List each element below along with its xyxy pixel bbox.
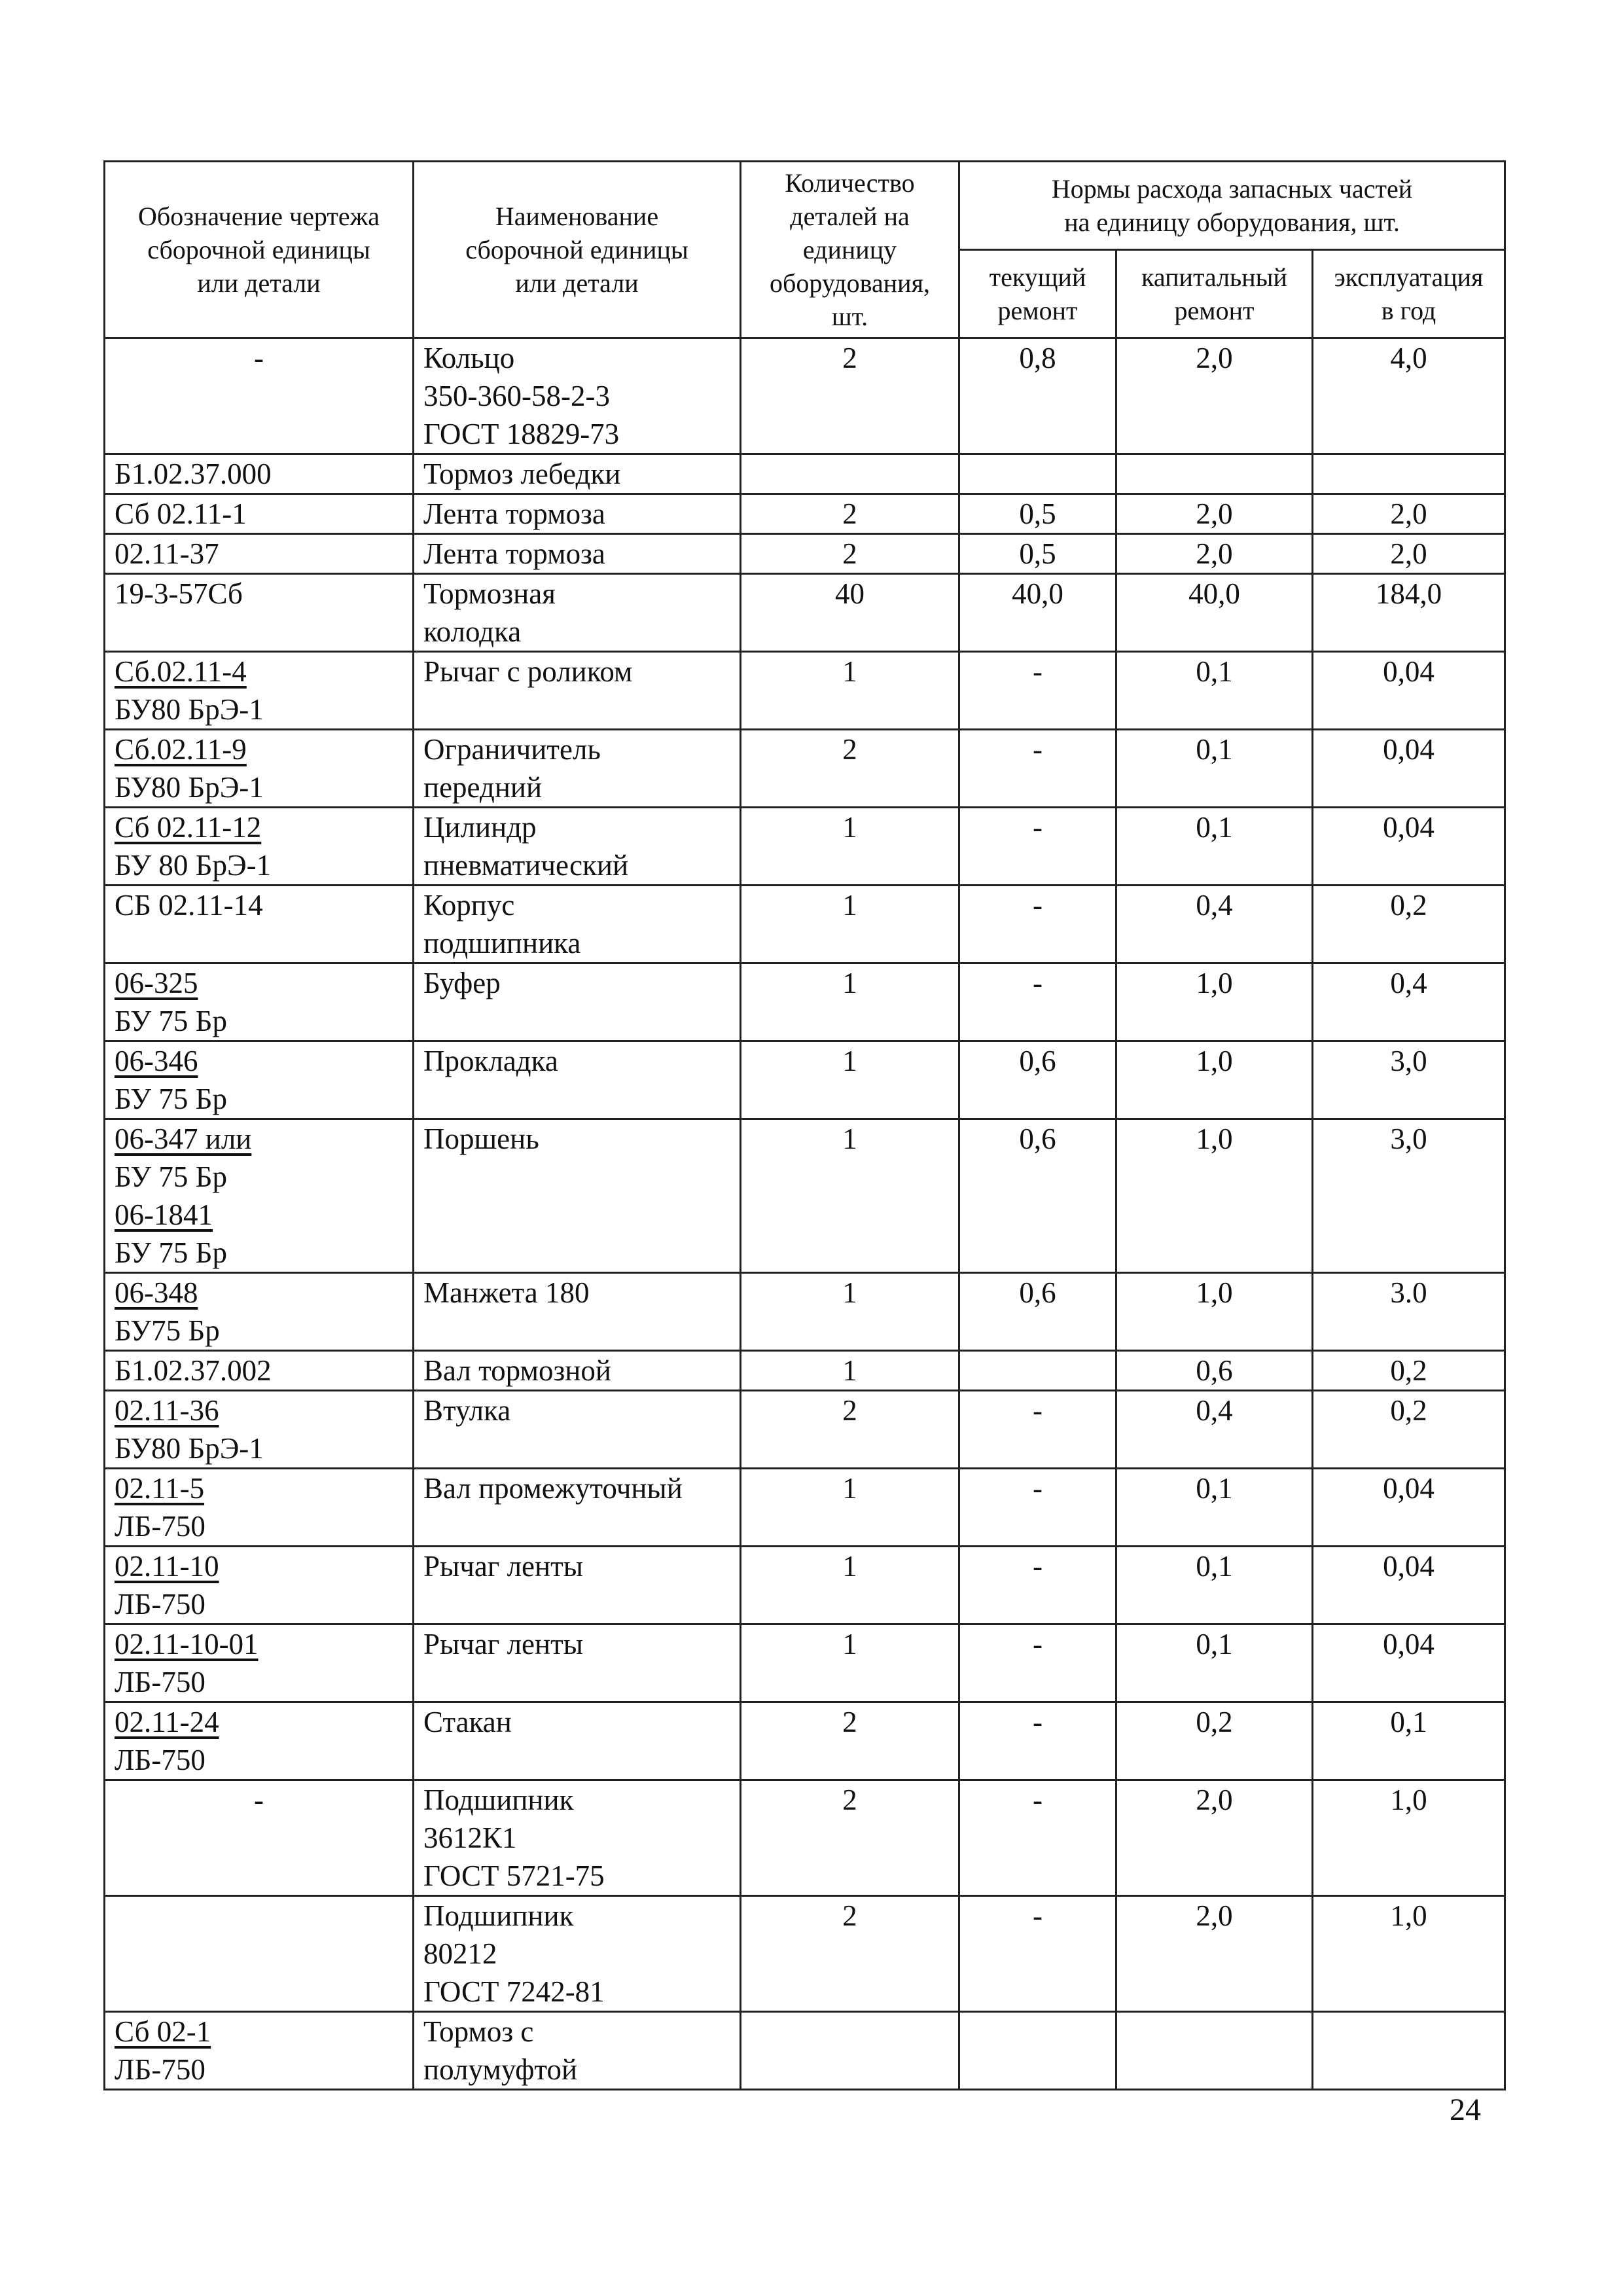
unit-name-line: ГОСТ 5721-75 [423, 1859, 605, 1892]
header-unit-name [414, 162, 741, 338]
cell-drawing-code [105, 1896, 414, 2012]
drawing-code-line: 02.11-10-01 [115, 1628, 259, 1660]
cell-quantity: 2 [741, 494, 959, 534]
drawing-code-line: БУ 75 Бр [115, 1236, 227, 1269]
cell-capital-repair: 0,1 [1116, 1624, 1313, 1702]
cell-unit-name [414, 1624, 741, 1702]
cell-annual-operation: 0,04 [1313, 730, 1505, 808]
cell-annual-operation: 0,04 [1313, 1547, 1505, 1624]
cell-drawing-code [105, 1624, 414, 1702]
table-row [105, 730, 1505, 808]
drawing-code-line: - [254, 342, 264, 374]
unit-name-line: Ограничитель [423, 733, 601, 766]
drawing-code-line: ЛБ-750 [115, 1510, 205, 1543]
header-current-repair [959, 250, 1116, 338]
cell-capital-repair: 2,0 [1116, 534, 1313, 574]
cell-capital-repair: 0,1 [1116, 1469, 1313, 1547]
cell-quantity: 1 [741, 652, 959, 730]
table-header [105, 162, 1505, 338]
drawing-code-line: СБ 02.11-14 [115, 889, 263, 922]
unit-name-line: Рычаг ленты [423, 1628, 583, 1660]
header-capital-repair [1116, 250, 1313, 338]
table-row [105, 1119, 1505, 1273]
unit-name-line: Рычаг ленты [423, 1550, 583, 1583]
cell-capital-repair [1116, 2012, 1313, 2090]
header-quantity-line: оборудования, [770, 268, 930, 298]
table-row [105, 534, 1505, 574]
cell-capital-repair: 2,0 [1116, 494, 1313, 534]
cell-annual-operation: 4,0 [1313, 338, 1505, 454]
header-drawing-code [105, 162, 414, 338]
cell-annual-operation: 3,0 [1313, 1041, 1505, 1119]
cell-annual-operation: 2,0 [1313, 494, 1505, 534]
cell-unit-name [414, 1702, 741, 1780]
drawing-code-line: ЛБ-750 [115, 1744, 205, 1776]
cell-current-repair: - [959, 1391, 1116, 1469]
cell-drawing-code [105, 1119, 414, 1273]
cell-annual-operation: 0,2 [1313, 886, 1505, 963]
cell-drawing-code [105, 1391, 414, 1469]
header-drawing-code-line: сборочной единицы [147, 235, 370, 264]
unit-name-line: Лента тормоза [423, 537, 605, 570]
cell-current-repair: 0,5 [959, 534, 1116, 574]
cell-drawing-code [105, 1702, 414, 1780]
cell-unit-name [414, 1351, 741, 1391]
header-quantity-line: единицу [802, 235, 897, 264]
cell-current-repair: 0,5 [959, 494, 1116, 534]
cell-drawing-code [105, 454, 414, 494]
cell-capital-repair: 0,2 [1116, 1702, 1313, 1780]
drawing-code-line: Сб 02.11-12 [115, 811, 262, 844]
cell-current-repair: - [959, 1624, 1116, 1702]
cell-drawing-code [105, 1351, 414, 1391]
drawing-code-line: 06-346 [115, 1045, 198, 1077]
cell-quantity: 1 [741, 1547, 959, 1624]
cell-capital-repair: 0,1 [1116, 652, 1313, 730]
cell-capital-repair: 1,0 [1116, 1041, 1313, 1119]
cell-unit-name [414, 338, 741, 454]
cell-annual-operation: 0,4 [1313, 963, 1505, 1041]
unit-name-line: Поршень [423, 1122, 539, 1155]
cell-drawing-code [105, 338, 414, 454]
drawing-code-line: БУ80 БрЭ-1 [115, 1432, 264, 1465]
unit-name-line: Стакан [423, 1706, 512, 1738]
cell-current-repair [959, 1351, 1116, 1391]
drawing-code-line: ЛБ-750 [115, 1666, 205, 1698]
unit-name-line: ГОСТ 7242-81 [423, 1975, 605, 2008]
header-unit-name-line: сборочной единицы [465, 235, 688, 264]
drawing-code-line: Б1.02.37.000 [115, 457, 272, 490]
header-drawing-code-line: Обозначение чертежа [137, 202, 380, 231]
cell-unit-name [414, 1273, 741, 1351]
cell-current-repair [959, 2012, 1116, 2090]
cell-annual-operation: 184,0 [1313, 574, 1505, 652]
unit-name-line: Кольцо [423, 342, 515, 374]
cell-quantity [741, 454, 959, 494]
drawing-code-line: БУ80 БрЭ-1 [115, 771, 264, 804]
cell-drawing-code [105, 730, 414, 808]
cell-quantity: 2 [741, 730, 959, 808]
cell-unit-name [414, 963, 741, 1041]
cell-unit-name [414, 1896, 741, 2012]
cell-unit-name [414, 1391, 741, 1469]
cell-capital-repair: 0,6 [1116, 1351, 1313, 1391]
unit-name-line: Тормоз лебедки [423, 457, 621, 490]
cell-drawing-code [105, 494, 414, 534]
cell-drawing-code [105, 652, 414, 730]
cell-annual-operation: 0,2 [1313, 1391, 1505, 1469]
table-row [105, 1273, 1505, 1351]
cell-current-repair: 0,8 [959, 338, 1116, 454]
cell-unit-name [414, 1780, 741, 1896]
cell-annual-operation: 0,04 [1313, 1469, 1505, 1547]
unit-name-line: Лента тормоза [423, 497, 605, 530]
unit-name-line: Подшипник [423, 1784, 574, 1816]
table-row [105, 1547, 1505, 1624]
cell-annual-operation: 0,04 [1313, 808, 1505, 886]
drawing-code-line: БУ 80 БрЭ-1 [115, 849, 272, 882]
cell-drawing-code [105, 574, 414, 652]
cell-current-repair: - [959, 652, 1116, 730]
drawing-code-line: 02.11-5 [115, 1472, 205, 1505]
cell-unit-name [414, 652, 741, 730]
header-annual-operation-line: эксплуатация [1334, 262, 1484, 292]
drawing-code-line: 06-325 [115, 967, 198, 999]
table-row [105, 1624, 1505, 1702]
cell-capital-repair: 40,0 [1116, 574, 1313, 652]
table-row [105, 574, 1505, 652]
cell-drawing-code [105, 1273, 414, 1351]
header-unit-name-line: или детали [515, 268, 639, 298]
unit-name-line: Манжета 180 [423, 1276, 590, 1309]
cell-drawing-code [105, 2012, 414, 2090]
table-row [105, 652, 1505, 730]
cell-quantity: 1 [741, 1351, 959, 1391]
header-quantity-line: шт. [831, 302, 868, 331]
cell-unit-name [414, 2012, 741, 2090]
header-quantity [741, 162, 959, 338]
table-row [105, 808, 1505, 886]
header-current-repair-line: ремонт [997, 296, 1078, 325]
drawing-code-line: ЛБ-750 [115, 1588, 205, 1621]
cell-annual-operation: 0,1 [1313, 1702, 1505, 1780]
cell-current-repair: - [959, 1547, 1116, 1624]
cell-drawing-code [105, 1780, 414, 1896]
cell-quantity: 1 [741, 1041, 959, 1119]
cell-quantity: 2 [741, 1780, 959, 1896]
cell-quantity: 1 [741, 963, 959, 1041]
cell-current-repair: 0,6 [959, 1273, 1116, 1351]
cell-quantity: 1 [741, 1273, 959, 1351]
drawing-code-line: ЛБ-750 [115, 2053, 205, 2086]
cell-capital-repair: 1,0 [1116, 1119, 1313, 1273]
drawing-code-line: Сб.02.11-9 [115, 733, 247, 766]
table-row [105, 1351, 1505, 1391]
cell-unit-name [414, 1469, 741, 1547]
cell-quantity: 2 [741, 1896, 959, 2012]
drawing-code-line: Сб 02-1 [115, 2015, 211, 2048]
cell-current-repair: - [959, 808, 1116, 886]
drawing-code-line: БУ 75 Бр [115, 1160, 227, 1193]
cell-drawing-code [105, 1041, 414, 1119]
drawing-code-line: 06-1841 [115, 1198, 213, 1231]
unit-name-line: передний [423, 771, 543, 804]
drawing-code-line: БУ 75 Бр [115, 1005, 227, 1037]
table-row [105, 1041, 1505, 1119]
unit-name-line: полумуфтой [423, 2053, 578, 2086]
drawing-code-line: 06-348 [115, 1276, 198, 1309]
drawing-code-line: Сб.02.11-4 [115, 655, 247, 688]
table-row [105, 1702, 1505, 1780]
drawing-code-line: Сб 02.11-1 [115, 497, 247, 530]
cell-drawing-code [105, 534, 414, 574]
cell-drawing-code [105, 1469, 414, 1547]
cell-quantity: 1 [741, 808, 959, 886]
cell-unit-name [414, 574, 741, 652]
unit-name-line: Тормоз с [423, 2015, 534, 2048]
cell-drawing-code [105, 886, 414, 963]
cell-unit-name [414, 1119, 741, 1273]
cell-annual-operation: 1,0 [1313, 1896, 1505, 2012]
cell-capital-repair: 2,0 [1116, 1780, 1313, 1896]
unit-name-line: 80212 [423, 1937, 497, 1970]
cell-unit-name [414, 494, 741, 534]
cell-drawing-code [105, 1547, 414, 1624]
table-row [105, 1780, 1505, 1896]
unit-name-line: Прокладка [423, 1045, 558, 1077]
cell-drawing-code [105, 963, 414, 1041]
cell-annual-operation [1313, 454, 1505, 494]
cell-current-repair: 0,6 [959, 1119, 1116, 1273]
cell-quantity: 2 [741, 338, 959, 454]
cell-quantity: 1 [741, 1119, 959, 1273]
drawing-code-line: 02.11-37 [115, 537, 219, 570]
cell-current-repair: - [959, 1780, 1116, 1896]
cell-capital-repair: 1,0 [1116, 1273, 1313, 1351]
cell-quantity: 2 [741, 1702, 959, 1780]
unit-name-line: Буфер [423, 967, 501, 999]
table-row [105, 1896, 1505, 2012]
spare-parts-table [103, 160, 1506, 2090]
unit-name-line: пневматический [423, 849, 629, 882]
table-row [105, 494, 1505, 534]
cell-current-repair: 0,6 [959, 1041, 1116, 1119]
header-drawing-code-line: или детали [197, 268, 321, 298]
drawing-code-line [115, 1897, 403, 1935]
cell-unit-name [414, 886, 741, 963]
cell-unit-name [414, 1547, 741, 1624]
cell-annual-operation: 3.0 [1313, 1273, 1505, 1351]
cell-quantity: 1 [741, 1469, 959, 1547]
cell-capital-repair: 0,4 [1116, 886, 1313, 963]
header-capital-repair-line: капитальный [1141, 262, 1287, 292]
unit-name-line: Подшипник [423, 1899, 574, 1932]
cell-current-repair: - [959, 1896, 1116, 2012]
table-row [105, 1469, 1505, 1547]
drawing-code-line: 19-3-57Сб [115, 577, 243, 610]
header-annual-operation [1313, 250, 1505, 338]
table-row [105, 886, 1505, 963]
cell-annual-operation: 0,2 [1313, 1351, 1505, 1391]
drawing-code-line: - [254, 1784, 264, 1816]
table-row [105, 338, 1505, 454]
unit-name-line: подшипника [423, 927, 581, 960]
cell-current-repair: 40,0 [959, 574, 1116, 652]
cell-quantity: 1 [741, 886, 959, 963]
unit-name-line: Вал промежуточный [423, 1472, 683, 1505]
header-quantity-line: деталей на [790, 202, 910, 231]
cell-capital-repair [1116, 454, 1313, 494]
drawing-code-line: 02.11-24 [115, 1706, 219, 1738]
cell-current-repair: - [959, 886, 1116, 963]
table-row [105, 963, 1505, 1041]
unit-name-line: колодка [423, 615, 522, 648]
table-row [105, 1391, 1505, 1469]
cell-unit-name [414, 730, 741, 808]
drawing-code-line: 02.11-36 [115, 1394, 219, 1427]
drawing-code-line: БУ75 Бр [115, 1314, 220, 1347]
cell-capital-repair: 0,1 [1116, 1547, 1313, 1624]
unit-name-line: Рычаг с роликом [423, 655, 633, 688]
cell-quantity [741, 2012, 959, 2090]
cell-drawing-code [105, 808, 414, 886]
header-consumption-norms-line: на единицу оборудования, шт. [1064, 207, 1400, 237]
cell-unit-name [414, 1041, 741, 1119]
header-consumption-norms-line: Нормы расхода запасных частей [1051, 174, 1413, 204]
cell-annual-operation: 2,0 [1313, 534, 1505, 574]
cell-unit-name [414, 454, 741, 494]
cell-unit-name [414, 808, 741, 886]
drawing-code-line: 02.11-10 [115, 1550, 219, 1583]
unit-name-line: ГОСТ 18829-73 [423, 418, 620, 450]
header-unit-name-line: Наименование [495, 202, 659, 231]
cell-current-repair: - [959, 730, 1116, 808]
cell-current-repair [959, 454, 1116, 494]
header-quantity-line: Количество [785, 168, 915, 198]
drawing-code-line: 06-347 или [115, 1122, 252, 1155]
cell-current-repair: - [959, 1702, 1116, 1780]
cell-quantity: 40 [741, 574, 959, 652]
unit-name-line: 3612К1 [423, 1821, 517, 1854]
header-current-repair-line: текущий [989, 262, 1086, 292]
cell-capital-repair: 0,1 [1116, 730, 1313, 808]
unit-name-line: 350-360-58-2-3 [423, 380, 610, 412]
drawing-code-line: Б1.02.37.002 [115, 1354, 272, 1387]
cell-quantity: 1 [741, 1624, 959, 1702]
cell-annual-operation: 0,04 [1313, 1624, 1505, 1702]
cell-annual-operation: 3,0 [1313, 1119, 1505, 1273]
cell-capital-repair: 2,0 [1116, 1896, 1313, 2012]
cell-capital-repair: 0,1 [1116, 808, 1313, 886]
cell-capital-repair: 0,4 [1116, 1391, 1313, 1469]
unit-name-line: Тормозная [423, 577, 556, 610]
drawing-code-line: БУ80 БрЭ-1 [115, 693, 264, 726]
cell-annual-operation: 0,04 [1313, 652, 1505, 730]
cell-annual-operation: 1,0 [1313, 1780, 1505, 1896]
cell-current-repair: - [959, 963, 1116, 1041]
unit-name-line: Вал тормозной [423, 1354, 611, 1387]
unit-name-line: Корпус [423, 889, 515, 922]
unit-name-line: Втулка [423, 1394, 511, 1427]
table-row [105, 2012, 1505, 2090]
header-capital-repair-line: ремонт [1174, 296, 1255, 325]
cell-capital-repair: 2,0 [1116, 338, 1313, 454]
cell-capital-repair: 1,0 [1116, 963, 1313, 1041]
header-consumption-norms [959, 162, 1505, 250]
cell-quantity: 2 [741, 1391, 959, 1469]
page-number: 24 [1450, 2092, 1481, 2127]
table-row [105, 454, 1505, 494]
header-annual-operation-line: в год [1381, 296, 1436, 325]
cell-annual-operation [1313, 2012, 1505, 2090]
table-body [105, 338, 1505, 2090]
drawing-code-line: БУ 75 Бр [115, 1083, 227, 1115]
cell-quantity: 2 [741, 534, 959, 574]
unit-name-line: Цилиндр [423, 811, 537, 844]
cell-unit-name [414, 534, 741, 574]
cell-current-repair: - [959, 1469, 1116, 1547]
